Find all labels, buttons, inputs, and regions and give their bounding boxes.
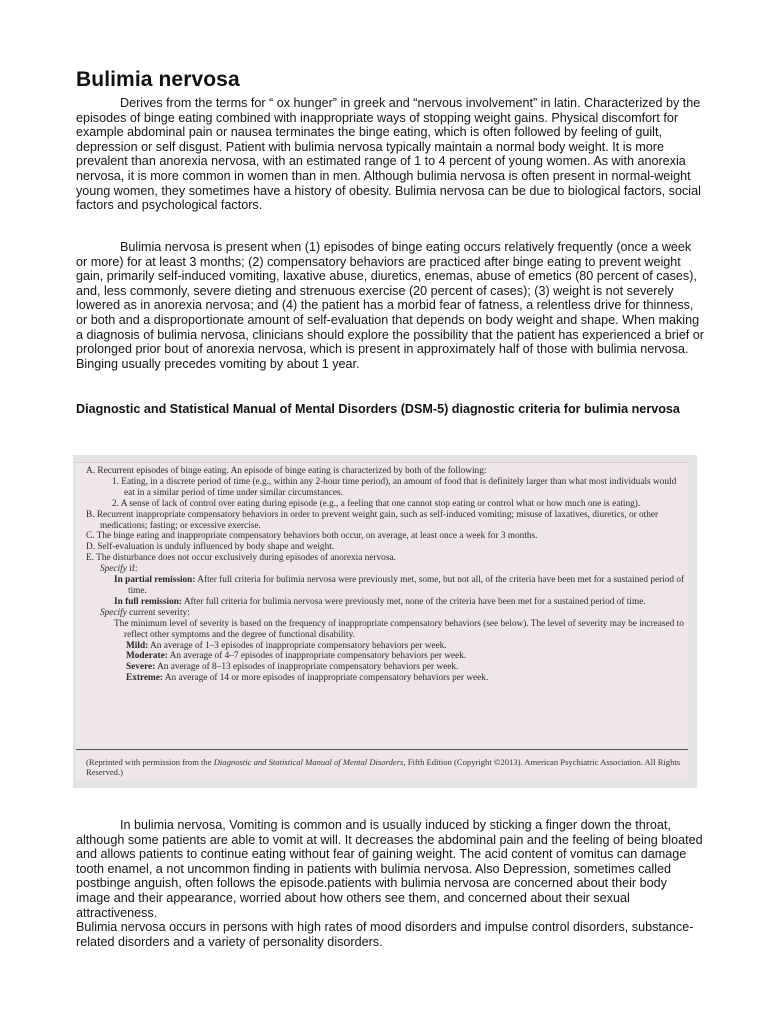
specify-severity-label: Specify xyxy=(100,607,127,618)
extreme-label: Extreme: xyxy=(126,673,163,684)
severity-extreme xyxy=(86,673,686,684)
partial-remission-label: In partial remission: xyxy=(114,575,196,586)
full-remission-label: In full remission: xyxy=(114,596,183,607)
criteria-paragraph xyxy=(76,240,704,371)
extreme-text: An average of 14 or more episodes of inappropriate compensatory behaviors per week. xyxy=(163,673,489,684)
specify-if-label: Specify xyxy=(100,564,127,575)
criterion-e: E. The disturbance does not occur exclusively during episodes of anorexia nervosa. xyxy=(86,553,396,564)
dsm-acknowledgement xyxy=(86,757,682,778)
vomiting-paragraph xyxy=(76,818,704,949)
moderate-text: An average of 4–7 episodes of inappropriate compensatory behaviors per week. xyxy=(167,651,467,662)
ack-book-title: Diagnostic and Statistical Manual of Mental Disorders, xyxy=(213,757,406,767)
partial-remission xyxy=(100,575,686,597)
comorbidity-paragraph-text: Bulimia nervosa occurs in persons with high rates of mood disorders and impulse control disorders, substance-related disorders and a variety of personality disorders. xyxy=(76,920,694,949)
criterion-a: A. Recurrent episodes of binge eating. An episode of binge eating is characterized by both of the following: xyxy=(86,466,487,476)
intro-paragraph xyxy=(76,96,704,213)
severe-label: Severe: xyxy=(126,662,156,673)
severe-text: An average of 8–13 episodes of inappropriate compensatory behaviors per week. xyxy=(155,662,459,673)
moderate-label: Moderate: xyxy=(126,651,168,662)
criterion-a2: 2. A sense of lack of control over eating during episode (e.g., a feeling that one cannot stop eating or control what or how much one is eating). xyxy=(112,498,641,509)
severity-severe xyxy=(86,662,686,673)
criterion-a1: 1. Eating, in a discrete period of time (e.g., within any 2-hour time period), an amount of food that is definitely larger than what most individuals would eat in a similar period of time under similar circumstances. xyxy=(112,476,677,498)
dsm-divider xyxy=(76,749,688,750)
severity-moderate xyxy=(86,651,686,662)
dsm-heading: Diagnostic and Statistical Manual of Mental Disorders (DSM-5) diagnostic criteria for bulimia nervosa xyxy=(76,402,680,416)
partial-remission-text: After full criteria for bulimia nervosa were previously met, some, but not all, of the criteria have been met for a sustained period of time. xyxy=(128,575,685,596)
full-remission-text: After full criteria for bulimia nervosa were previously met, none of the criteria have been met for a sustained period of time. xyxy=(182,596,646,607)
specify-severity-rest: current severity: xyxy=(126,607,190,618)
severity-mild xyxy=(86,641,686,652)
specify-if xyxy=(86,564,686,575)
ack-suffix: Fifth Edition (Copyright ©2013). American Psychiatric Association. All Rights Reserved.) xyxy=(86,757,681,778)
ack-prefix: (Reprinted with permission from the xyxy=(86,757,214,767)
criterion-b: B. Recurrent inappropriate compensatory behaviors in order to prevent weight gain, such as self-induced vomiting; misuse of laxatives, diuretics, or other medications; fasting; or excessive exercise. xyxy=(86,509,659,531)
criterion-c: C. The binge eating and inappropriate compensatory behaviors both occur, on average, at least once a week for 3 months. xyxy=(86,531,538,542)
mild-text: An average of 1–3 episodes of inappropriate compensatory behaviors per week. xyxy=(148,640,447,651)
page-title: Bulimia nervosa xyxy=(76,68,240,91)
vomiting-paragraph-text: In bulimia nervosa, Vomiting is common and is usually induced by sticking a finger down the throat, although some patients are able to vomit at will. It decreases the abdominal pain and the feeling of being bloated and allows patients to continue eating without fear of gaining weight. The acid content of vomitus can damage tooth enamel, a not uncommon finding in patients with bulimia nervosa. Also Depression, sometimes called postbinge anguish, often follows the episode.patients with bulimia nervosa are concerned about their body image and their appearance, worried about how others see them, and concerned about their sexual attractiveness. xyxy=(76,818,703,920)
specify-severity xyxy=(86,608,686,619)
severity-intro: The minimum level of severity is based on the frequency of inappropriate compensatory behaviors (see below). The level of severity may be increased to reflect other symptoms and the degree of functional disability. xyxy=(114,618,684,640)
dsm-criteria-box xyxy=(86,466,686,684)
criteria-paragraph-text: Bulimia nervosa is present when (1) episodes of binge eating occurs relatively frequently (once a week or more) for at least 3 months; (2) compensatory behaviors are practiced after binge eating to prevent weight gain, primarily self-induced vomiting, laxative abuse, diuretics, enemas, abuse of emetics (80 percent of cases), and, less commonly, severe dieting and strenuous exercise (20 percent of cases); (3) weight is not severely lowered as in anorexia nervosa; and (4) the patient has a morbid fear of fatness, a relentless drive for thinness, or both and a disproportionate amount of self-evaluation that depends on body weight and shape. When making a diagnosis of bulimia nervosa, clinicians should explore the possibility that the patient has experienced a brief or prolonged prior bout of anorexia nervosa, which is present in approximately half of those with bulimia nervosa. Binging usually precedes vomiting by about 1 year. xyxy=(76,240,704,371)
intro-paragraph-text: Derives from the terms for “ ox hunger” in greek and “nervous involvement” in latin. Characterized by the episodes of binge eating combined with inappropriate ways of stopping weight gains. Physical discomfort for example abdominal pain or nausea terminates the binge eating, which is often followed by feeling of guilt, depression or self disgust. Patient with bulimia nervosa typically maintain a normal body weight. It is more prevalent than anorexia nervosa, with an estimated range of 1 to 4 percent of young women. As with anorexia nervosa, it is more common in women than in men. Although bulimia nervosa is often present in normal-weight young women, they sometimes have a history of obesity. Bulimia nervosa can be due to biological factors, social factors and psychological factors. xyxy=(76,96,701,213)
full-remission xyxy=(100,597,686,608)
criterion-d: D. Self-evaluation is unduly influenced by body shape and weight. xyxy=(86,542,335,553)
vomiting-paragraph-main xyxy=(76,818,704,920)
specify-if-rest: if: xyxy=(126,564,138,575)
mild-label: Mild: xyxy=(126,640,149,651)
